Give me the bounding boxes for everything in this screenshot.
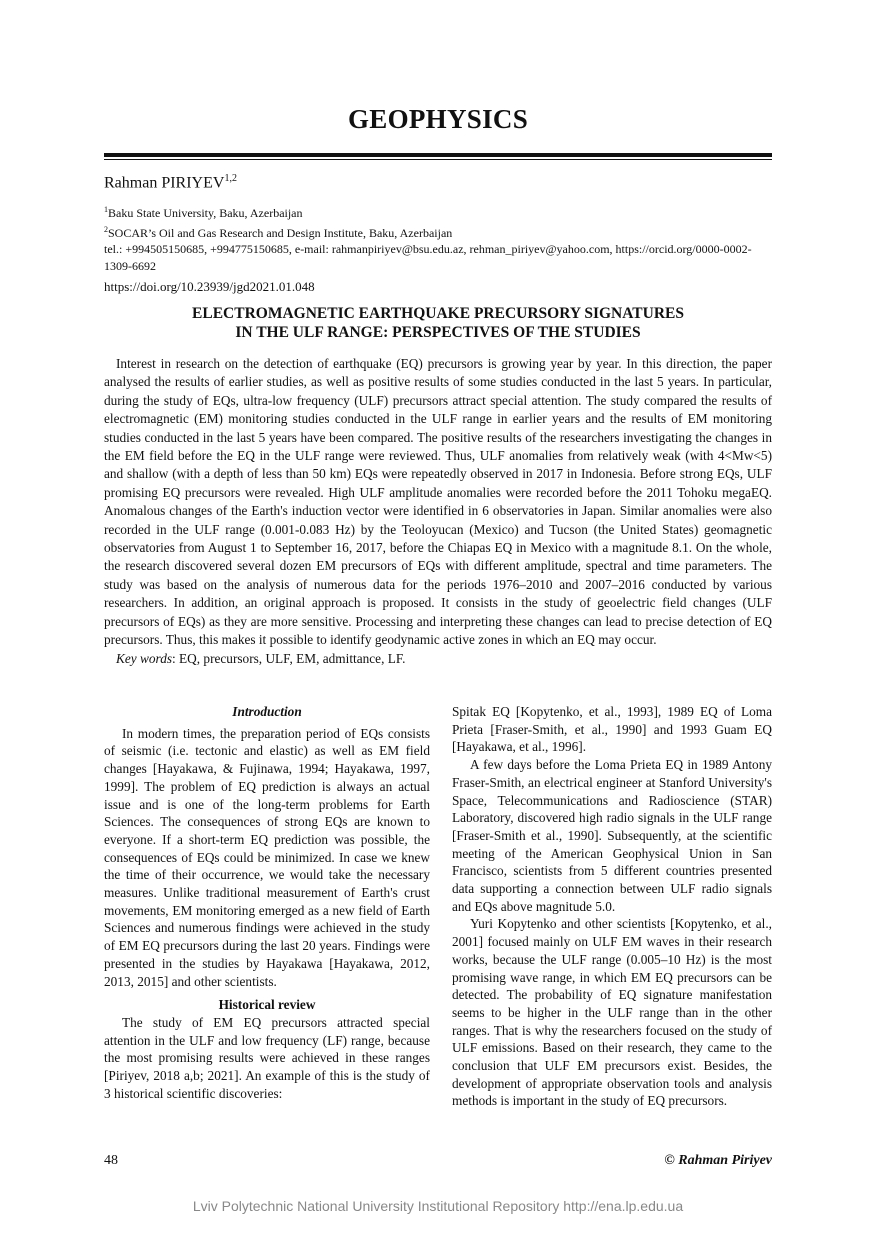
- journal-section-title: GEOPHYSICS: [347, 104, 529, 134]
- header-rule-thin: [104, 159, 772, 160]
- contact-info[interactable]: tel.: +994505150685, +994775150685, e-mail: rahmanpiriyev@bsu.edu.az, rehman_piriyev@yahoo.com, https://orcid.org/0000-0002-1309-6692: [104, 242, 752, 273]
- header-rule-thick: [104, 153, 772, 157]
- left-column: [104, 703, 430, 1102]
- affil-sup: 1: [104, 205, 108, 214]
- page-number: 48: [104, 1153, 118, 1168]
- affiliation-1: [104, 202, 774, 222]
- title-line-2: IN THE ULF RANGE: PERSPECTIVES OF THE STUDIES: [235, 324, 641, 341]
- abstract-text: Interest in research on the detection of earthquake (EQ) precursors is growing year by year. In this direction, the paper analysed the results of earlier studies, as well as positive results of some studies conducted in the last 5 years. In particular, during the study of EQs, ultra-low frequency (ULF) precursors attract special attention. The study compared the results of electromagnetic (EM) monitoring studies conducted in the ULF range in earlier years and the results of EM monitoring studies conducted in the last 5 years have been compared. The positive results of the researchers investigating the changes in the EM field before the EQ in the ULF range were reviewed. Thus, ULF anomalies from relatively weak (with 4<Mw<5) and shallow (with a depth of less than 50 km) EQs were repeatedly observed in 2017 in Indonesia. Before strong EQs, ULF promising EQ precursors were revealed. High ULF amplitude anomalies were recorded before the 2011 Tohoku megaEQ. Anomalous changes of the Earth's induction vector were identified in 6 observatories in Japan. Similar anomalies were also recorded in the ULF range (0.001-0.083 Hz) by the Teoloyucan (Mexico) and Tucson (the United States) geomagnetic observatories from August 1 to September 16, 2017, before the Chiapas EQ in Mexico with a magnitude 8.1. On the whole, the research discovered several dozen EM precursors of EQs with different amplitude, spectral and time parameters. The study was based on the analysis of numerous data for the periods 1976–2010 and 2007–2016 conducted by various researchers. In addition, an original approach is proposed. It consists in the study of geoelectric field changes (ULF precursors of EQs) as they are more sensitive. Processing and interpreting these changes can lead to precise detection of EQ precursors. Thus, this makes it possible to identify geodynamic active zones in which an EQ may occur.: [104, 356, 772, 648]
- affil-text: Baku State University, Baku, Azerbaijan: [108, 206, 303, 220]
- right-column: [452, 703, 772, 1110]
- introduction-paragraph: In modern times, the preparation period of EQs consists of seismic (i.e. tectonic and elastic) as well as EM field changes [Hayakawa, & Fujinawa, 1994; Hayakawa, 1997, 1999]. The problem of EQ prediction is always an actual issue and is one of the long-term problems for Earth Sciences. The consequences of strong EQs are known to everyone. If a short-term EQ prediction was possible, the consequences of EQs could be minimized. In case we knew the time of their occurrence, we would take the necessary measures. Unlike traditional measurement of Earth's crust movements, EM monitoring emerged as a new field of Earth Sciences and numerous findings were achieved in the study of EM EQ precursors during the last 20 years. Findings were presented in the studies by Hayakawa [Hayakawa, 2012, 2013, 2015] and other scientists.: [104, 725, 430, 989]
- right-paragraph-continued: Spitak EQ [Kopytenko, et al., 1993], 1989 EQ of Loma Prieta [Fraser-Smith, et al., 1990] and 1993 Guam EQ [Hayakawa, et al., 1996].: [452, 704, 772, 755]
- affiliation-2: [104, 222, 774, 242]
- keywords-label: Key words: [116, 650, 173, 666]
- historical-paragraph: The study of EM EQ precursors attracted special attention in the ULF and low frequency (LF) range, because the most promising results were achieved in these ranges [Piriyev, 2018 a,b; 2021]. An example of this is the study of 3 historical scientific discoveries:: [104, 1014, 430, 1101]
- doi-link[interactable]: https://doi.org/10.23939/jgd2021.01.048: [104, 279, 315, 294]
- affil-sup: 2: [104, 224, 108, 234]
- copyright: © Rahman Piriyev: [664, 1153, 772, 1168]
- right-paragraph-1: A few days before the Loma Prieta EQ in 1989 Antony Fraser-Smith, an electrical engineer at Stanford University's Space, Telecommunications and Radioscience (STAR) Laboratory, discovered high radio signals in the ULF range [Fraser-Smith et al., 1990]. Subsequently, at the scientific meeting of the American Geophysical Union in San Francisco, scientists from 5 different countries presented data supporting a connection between ULF radio signals and EQs above magnitude 5.0.: [452, 757, 772, 914]
- author-name: Rahman PIRIYEV: [104, 174, 225, 192]
- keywords-text: : EQ, precursors, ULF, EM, admittance, LF.: [172, 650, 406, 666]
- affil-text: SOCAR’s Oil and Gas Research and Design Institute, Baku, Azerbaijan: [108, 225, 453, 240]
- keywords: [104, 650, 772, 668]
- right-paragraph-2: Yuri Kopytenko and other scientists [Kopytenko, et al., 2001] focused mainly on ULF EM waves in their research works, because the ULF range (0.005–10 Hz) is the most promising wave range, in which EM EQ precursors can be detected. The probability of EQ signature manifestation seems to be higher in the ULF range than in the other ranges. That is why the researchers focused on the study of ULF emissions. Based on their research, they came to the conclusion that ULF EM precursors exist. Besides, the development of appropriate observation tools and analysis methods is important in the study of EQ precursors.: [452, 916, 772, 1109]
- author-affil-sup: 1,2: [224, 173, 237, 184]
- historical-review-heading: Historical review: [218, 997, 316, 1013]
- affiliations: [104, 202, 774, 274]
- introduction-heading: Introduction: [232, 704, 302, 719]
- paper-title: [0, 304, 876, 342]
- title-line-1: ELECTROMAGNETIC EARTHQUAKE PRECURSORY SIGNATURES: [192, 305, 684, 322]
- abstract: [104, 355, 772, 668]
- author: [104, 173, 237, 192]
- repository-footer: Lviv Polytechnic National University Institutional Repository http://ena.lp.edu.ua: [192, 1198, 684, 1214]
